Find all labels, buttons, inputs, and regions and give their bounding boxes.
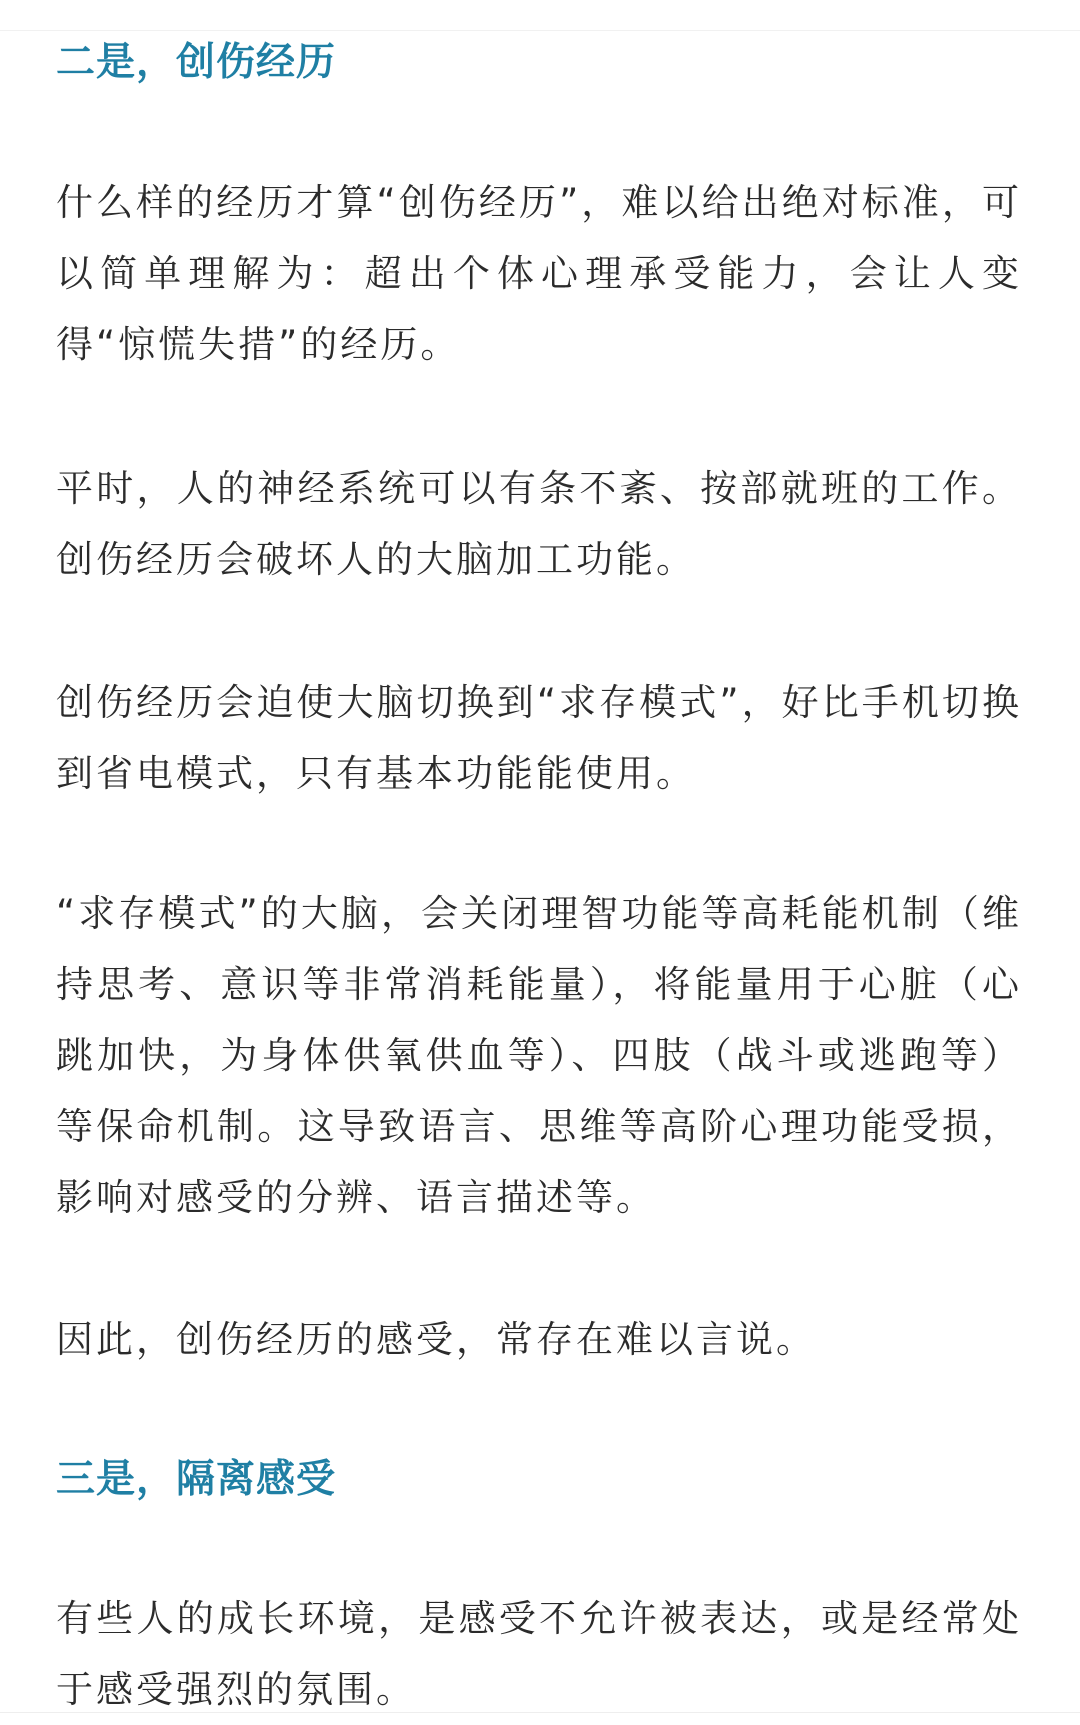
paragraph-nervous-system: 平时，人的神经系统可以有条不紊、按部就班的工作。创伤经历会破坏人的大脑加工功能。 — [56, 467, 1022, 581]
bottom-divider — [0, 1712, 1080, 1713]
paragraph-survival-mode: 创伤经历会迫使大脑切换到“求存模式”，好比手机切换到省电模式，只有基本功能能使用。 — [56, 681, 1022, 795]
paragraph-survival-brain: “求存模式”的大脑，会关闭理智功能等高耗能机制（维持思考、意识等非常消耗能量），将能量用于心脏（心跳加快，为身体供氧供血等）、四肢（战斗或逃跑等）等保命机制。这导致语言、思维等高阶心理功能受损，影响对感受的分辨、语言描述等。 — [56, 892, 1022, 1219]
paragraph-trauma-definition: 什么样的经历才算“创伤经历”，难以给出绝对标准，可以简单理解为：超出个体心理承受能力，会让人变得“惊慌失措”的经历。 — [56, 181, 1022, 366]
paragraph-growth-environment: 有些人的成长环境，是感受不允许被表达，或是经常处于感受强烈的氛围。 — [56, 1597, 1022, 1711]
paragraph-conclusion: 因此，创伤经历的感受，常存在难以言说。 — [56, 1318, 816, 1361]
section-heading-isolation: 三是，隔离感受 — [56, 1457, 337, 1502]
section-heading-trauma: 二是，创伤经历 — [56, 40, 337, 85]
